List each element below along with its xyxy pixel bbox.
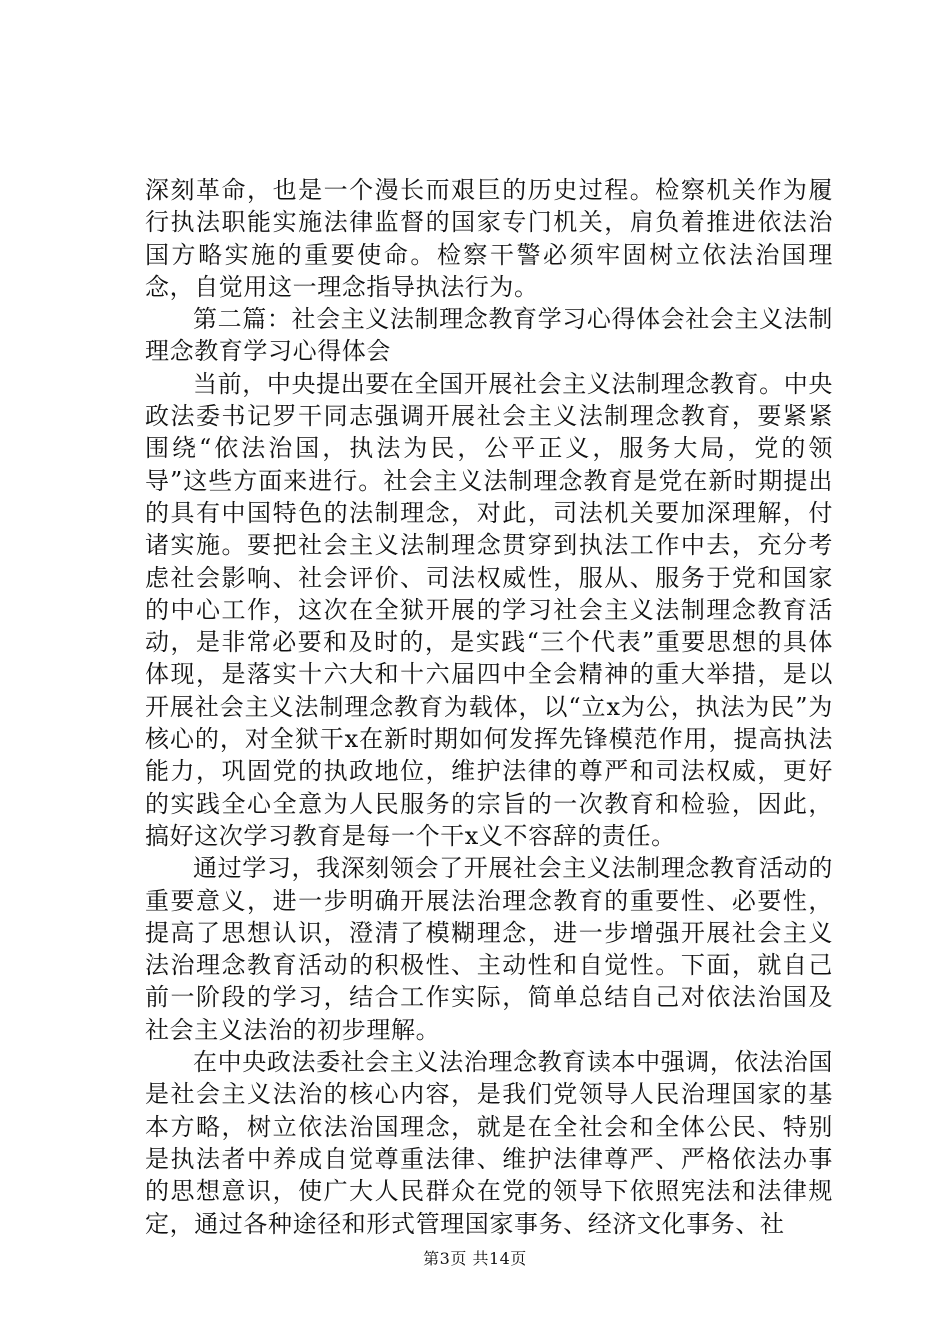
paragraph-4: 通过学习，我深刻领会了开展社会主义法制理念教育活动的重要意义，进一步明确开展法治理念教育的重要性、必要性，提高了思想认识，澄清了模糊理念，进一步增强开展社会主义法治理念教育活动的积极性、主动性和自觉性。下面，就自己前一阶段的学习，结合工作实际，简单总结自己对依法治国及社会主义法治的初步理解。 — [145, 854, 833, 1044]
page-number-footer: 第3页 共14页 — [423, 1249, 527, 1268]
paragraph-2-heading: 第二篇：社会主义法制理念教育学习心得体会社会主义法制理念教育学习心得体会 — [145, 305, 833, 366]
paragraph-1: 深刻革命，也是一个漫长而艰巨的历史过程。检察机关作为履行执法职能实施法律监督的国家专门机关，肩负着推进依法治国方略实施的重要使命。检察干警必须牢固树立依法治国理念，自觉用这一理念指导执法行为。 — [145, 176, 833, 301]
paragraph-5: 在中央政法委社会主义法治理念教育读本中强调，依法治国是社会主义法治的核心内容，是我们党领导人民治理国家的基本方略，树立依法治国理念，就是在全社会和全体公民、特别是执法者中养成自觉尊重法律、维护法律尊严、严格依法办事的思想意识，使广大人民群众在党的领导下依照宪法和法律规定，通过各种途径和形式管理国家事务、经济文化事务、社 — [145, 1048, 833, 1238]
document-body — [145, 174, 833, 1240]
paragraph-3: 当前，中央提出要在全国开展社会主义法制理念教育。中央政法委书记罗干同志强调开展社会主义法制理念教育，要紧紧围绕“依法治国，执法为民，公平正义，服务大局，党的领导”这些方面来进行。社会主义法制理念教育是党在新时期提出的具有中国特色的法制理念，对此，司法机关要加深理解，付诸实施。要把社会主义法制理念贯穿到执法工作中去，充分考虑社会影响、社会评价、司法权威性，服从、服务于党和国家的中心工作，这次在全狱开展的学习社会主义法制理念教育活动，是非常必要和及时的，是实践“三个代表”重要思想的具体体现，是落实十六大和十六届四中全会精神的重大举措，是以开展社会主义法制理念教育为载体，以“立x为公，执法为民”为核心的，对全狱干x在新时期如何发挥先锋模范作用，提高执法能力，巩固党的执政地位，维护法律的尊严和司法权威，更好的实践全心全意为人民服务的宗旨的一次教育和检验，因此，搞好这次学习教育是每一个干x义不容辞的责任。 — [145, 369, 833, 850]
